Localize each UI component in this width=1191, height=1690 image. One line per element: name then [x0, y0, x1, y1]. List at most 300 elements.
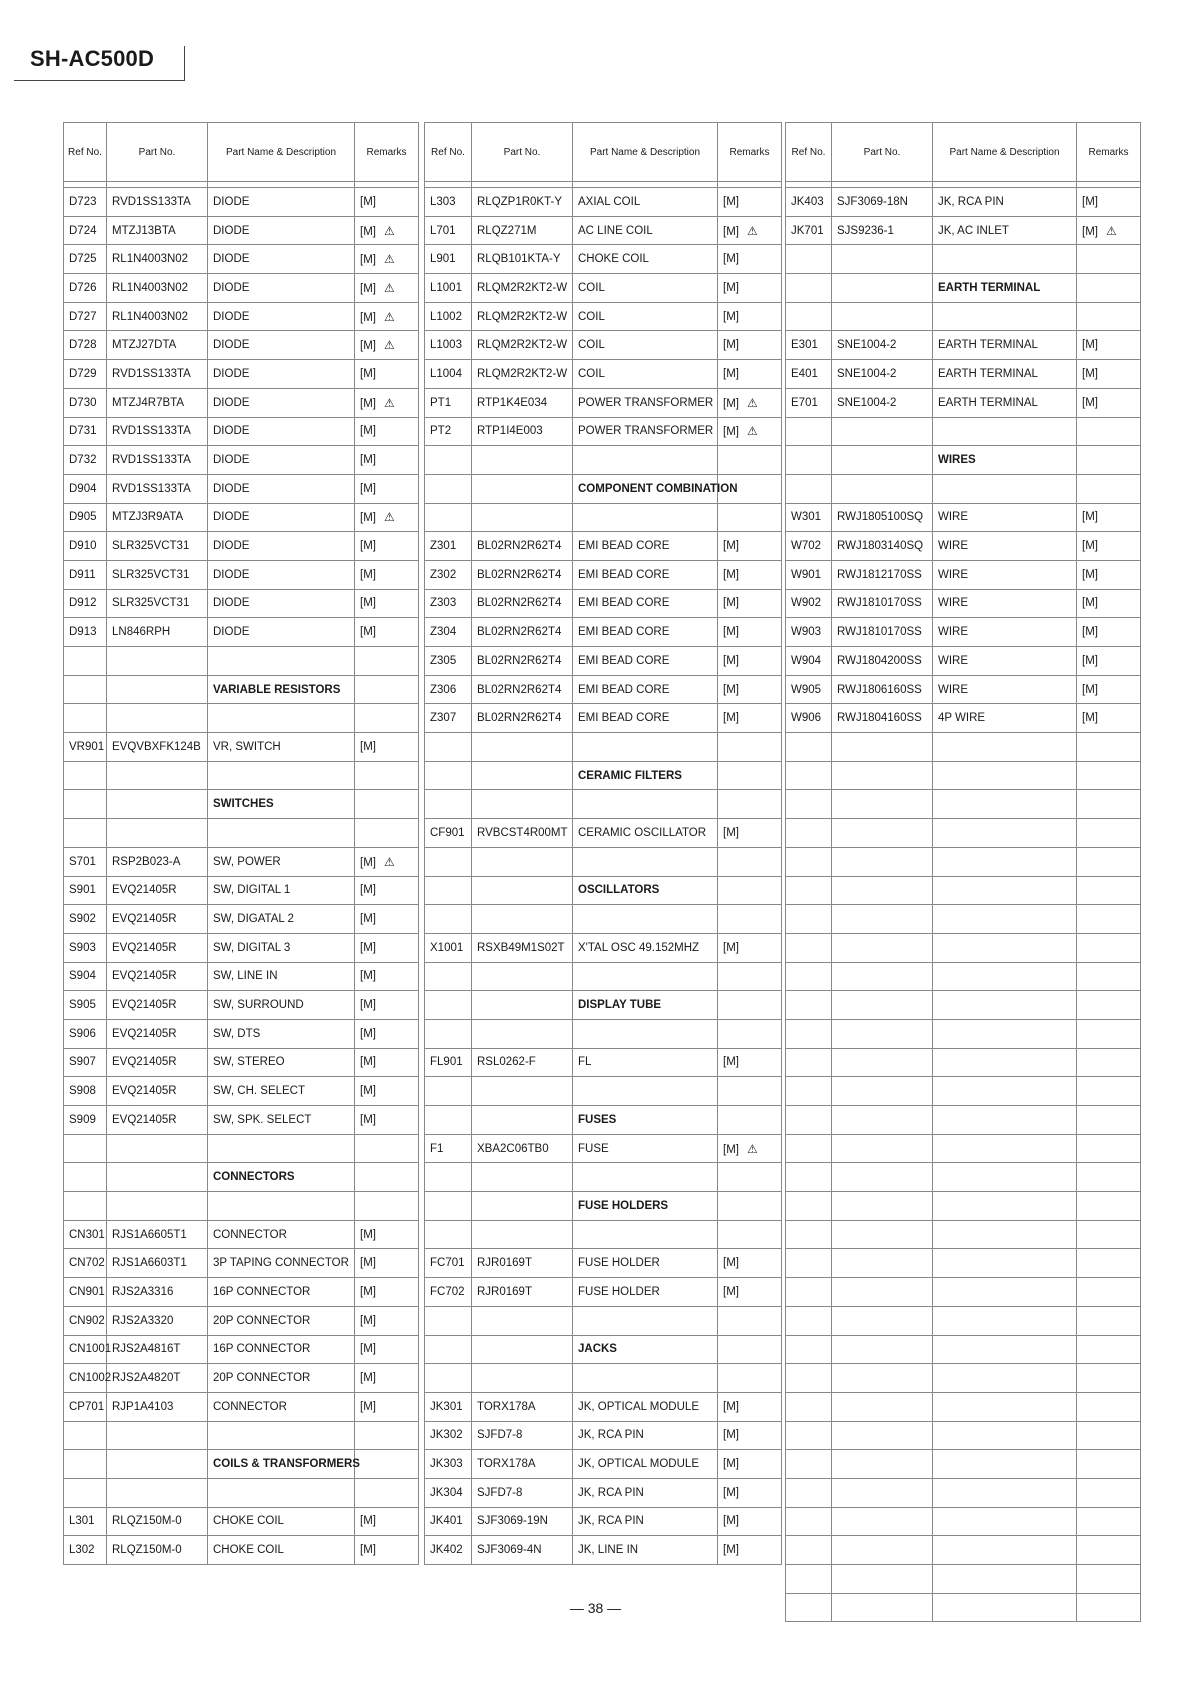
part-cell: EVQ21405R	[107, 1019, 208, 1048]
ref-cell: D724	[64, 216, 107, 245]
ref-cell	[425, 847, 472, 876]
ref-cell: D731	[64, 417, 107, 446]
table-row	[786, 1478, 1141, 1507]
part-cell	[472, 1019, 573, 1048]
description-cell: DIODE	[208, 589, 355, 618]
part-cell	[472, 1364, 573, 1393]
remarks-cell	[718, 790, 782, 819]
ref-cell	[425, 503, 472, 532]
ref-cell	[64, 790, 107, 819]
ref-cell: CN1002	[64, 1364, 107, 1393]
ref-cell: L303	[425, 188, 472, 217]
ref-cell	[786, 446, 832, 475]
table-row	[425, 446, 782, 475]
description-cell: JK, RCA PIN	[573, 1507, 718, 1536]
description-cell: JK, RCA PIN	[573, 1421, 718, 1450]
col-ref-header: Ref No.	[786, 123, 832, 182]
remarks-text: [M]	[360, 1228, 376, 1241]
remarks-cell	[355, 589, 419, 618]
table-row	[425, 1421, 782, 1450]
description-cell: WIRE	[933, 532, 1077, 561]
remarks-cell	[718, 761, 782, 790]
remarks-text: [M]	[360, 597, 376, 610]
ref-cell	[786, 761, 832, 790]
description-cell: POWER TRANSFORMER	[573, 417, 718, 446]
remarks-text: [M]	[360, 740, 376, 753]
remarks-cell	[1077, 360, 1141, 389]
remarks-cell	[718, 1134, 782, 1163]
table-row	[786, 360, 1141, 389]
remarks-text: [M]	[1082, 654, 1098, 667]
part-cell: MTZJ27DTA	[107, 331, 208, 360]
part-cell	[832, 1163, 933, 1192]
remarks-cell	[355, 216, 419, 245]
ref-cell	[786, 1392, 832, 1421]
remarks-text: [M]	[360, 568, 376, 581]
part-cell: SJFD7-8	[472, 1421, 573, 1450]
part-cell	[107, 1134, 208, 1163]
table-row	[64, 647, 419, 676]
remarks-text: [M]	[360, 311, 376, 324]
remarks-text: [M]	[360, 225, 376, 238]
remarks-cell	[1077, 962, 1141, 991]
description-cell: EMI BEAD CORE	[573, 532, 718, 561]
ref-cell	[786, 1306, 832, 1335]
description-cell: WIRE	[933, 618, 1077, 647]
description-cell: CHOKE COIL	[208, 1536, 355, 1565]
remarks-text: [M]	[1082, 511, 1098, 524]
remarks-cell	[1077, 933, 1141, 962]
remarks-cell	[718, 1421, 782, 1450]
description-cell: WIRE	[933, 503, 1077, 532]
ref-cell: L301	[64, 1507, 107, 1536]
description-cell	[573, 847, 718, 876]
remarks-text: [M]	[1082, 195, 1098, 208]
ref-cell: F1	[425, 1134, 472, 1163]
description-cell	[573, 905, 718, 934]
remarks-cell	[355, 245, 419, 274]
description-cell	[573, 1220, 718, 1249]
description-cell	[933, 733, 1077, 762]
remarks-cell	[1077, 331, 1141, 360]
table-row	[425, 417, 782, 446]
table-row	[64, 761, 419, 790]
table-row	[425, 1478, 782, 1507]
table-row	[425, 360, 782, 389]
description-cell: CONNECTOR	[208, 1220, 355, 1249]
remarks-text: [M]	[723, 1056, 739, 1069]
ref-cell	[786, 876, 832, 905]
ref-cell	[786, 1249, 832, 1278]
remarks-cell	[355, 761, 419, 790]
remarks-text: [M]	[723, 310, 739, 323]
table-row	[425, 962, 782, 991]
ref-cell: PT1	[425, 388, 472, 417]
ref-cell: L901	[425, 245, 472, 274]
remarks-cell	[1077, 532, 1141, 561]
table-row	[64, 560, 419, 589]
ref-cell	[425, 1306, 472, 1335]
remarks-text: [M]	[360, 1314, 376, 1327]
description-cell: COIL	[573, 302, 718, 331]
description-cell: AC LINE COIL	[573, 216, 718, 245]
table-row	[425, 1392, 782, 1421]
table-row	[64, 1019, 419, 1048]
col-name-header: Part Name & Description	[573, 123, 718, 182]
description-cell: JK, RCA PIN	[933, 188, 1077, 217]
remarks-cell	[718, 847, 782, 876]
ref-cell: W906	[786, 704, 832, 733]
table-row	[64, 446, 419, 475]
remarks-cell	[1077, 503, 1141, 532]
part-cell	[832, 1249, 933, 1278]
part-cell: RLQZ271M	[472, 216, 573, 245]
ref-cell: L302	[64, 1536, 107, 1565]
description-cell: JK, RCA PIN	[573, 1478, 718, 1507]
remarks-text: [M]	[723, 1257, 739, 1270]
description-cell: DIODE	[208, 302, 355, 331]
table-row	[64, 1077, 419, 1106]
remarks-cell	[355, 1249, 419, 1278]
part-cell: RWJ1803140SQ	[832, 532, 933, 561]
ref-cell	[64, 819, 107, 848]
table-row	[425, 245, 782, 274]
remarks-text: [M]	[360, 1285, 376, 1298]
remarks-cell	[1077, 417, 1141, 446]
description-cell: EARTH TERMINAL	[933, 331, 1077, 360]
table-row	[786, 962, 1141, 991]
remarks-text: [M]	[360, 856, 376, 869]
part-cell: RVD1SS133TA	[107, 417, 208, 446]
ref-cell	[425, 1077, 472, 1106]
part-cell: RLQM2R2KT2-W	[472, 331, 573, 360]
part-cell: TORX178A	[472, 1450, 573, 1479]
ref-cell	[786, 1106, 832, 1135]
ref-cell: S909	[64, 1106, 107, 1135]
remarks-cell	[355, 847, 419, 876]
table-row	[786, 704, 1141, 733]
table-row	[64, 1507, 419, 1536]
table-row	[64, 245, 419, 274]
remarks-cell	[1077, 905, 1141, 934]
remarks-text: [M]	[360, 512, 376, 525]
part-cell: RVD1SS133TA	[107, 474, 208, 503]
description-cell	[933, 1450, 1077, 1479]
description-cell: DIODE	[208, 245, 355, 274]
description-cell: SW, DIGITAL 1	[208, 876, 355, 905]
remarks-cell	[718, 618, 782, 647]
remarks-text: [M]	[360, 999, 376, 1012]
ref-cell: JK403	[786, 188, 832, 217]
ref-cell: L1001	[425, 274, 472, 303]
section-header: VARIABLE RESISTORS	[208, 675, 355, 704]
part-cell	[107, 819, 208, 848]
remarks-cell	[355, 905, 419, 934]
warning-triangle-icon: ⚠	[383, 280, 395, 295]
description-cell: EARTH TERMINAL	[933, 360, 1077, 389]
part-cell	[832, 1134, 933, 1163]
ref-cell: W702	[786, 532, 832, 561]
warning-triangle-icon: ⚠	[746, 395, 758, 410]
part-cell: BL02RN2R62T4	[472, 704, 573, 733]
part-cell: RJS1A6605T1	[107, 1220, 208, 1249]
table-row	[64, 1335, 419, 1364]
ref-cell	[64, 761, 107, 790]
description-cell: CHOKE COIL	[573, 245, 718, 274]
table-row	[64, 274, 419, 303]
remarks-cell	[718, 417, 782, 446]
remarks-text: [M]	[360, 1056, 376, 1069]
ref-cell: D905	[64, 503, 107, 532]
col-part-header: Part No.	[107, 123, 208, 182]
remarks-text: [M]	[723, 1285, 739, 1298]
part-cell: RWJ1805100SQ	[832, 503, 933, 532]
remarks-cell	[718, 560, 782, 589]
part-cell	[107, 1421, 208, 1450]
remarks-cell	[355, 360, 419, 389]
ref-cell	[425, 1106, 472, 1135]
part-cell	[472, 876, 573, 905]
description-cell	[933, 1478, 1077, 1507]
description-cell	[933, 302, 1077, 331]
table-row	[786, 417, 1141, 446]
description-cell: 3P TAPING CONNECTOR	[208, 1249, 355, 1278]
table-row	[64, 532, 419, 561]
part-cell: EVQ21405R	[107, 905, 208, 934]
table-row	[64, 1106, 419, 1135]
description-cell: JK, OPTICAL MODULE	[573, 1392, 718, 1421]
remarks-cell	[718, 876, 782, 905]
remarks-cell	[1077, 1192, 1141, 1221]
remarks-text: [M]	[360, 367, 376, 380]
part-cell	[107, 675, 208, 704]
ref-cell	[786, 1536, 832, 1565]
table-row	[786, 560, 1141, 589]
ref-cell: E701	[786, 388, 832, 417]
description-cell: SW, POWER	[208, 847, 355, 876]
remarks-text: [M]	[723, 1515, 739, 1528]
part-cell	[107, 1163, 208, 1192]
part-cell: RSXB49M1S02T	[472, 933, 573, 962]
part-cell	[107, 647, 208, 676]
ref-cell	[425, 905, 472, 934]
remarks-cell	[718, 675, 782, 704]
description-cell: FUSE	[573, 1134, 718, 1163]
part-cell	[832, 790, 933, 819]
part-cell: RTP1K4E034	[472, 388, 573, 417]
description-cell	[208, 761, 355, 790]
table-row	[425, 1192, 782, 1221]
ref-cell	[425, 1335, 472, 1364]
table-row	[425, 1450, 782, 1479]
section-header: DISPLAY TUBE	[573, 991, 718, 1020]
table-row	[425, 331, 782, 360]
description-cell: 20P CONNECTOR	[208, 1306, 355, 1335]
table-row	[425, 790, 782, 819]
section-header: FUSES	[573, 1106, 718, 1135]
warning-triangle-icon: ⚠	[1105, 223, 1117, 238]
model-title: SH-AC500D	[30, 46, 155, 71]
part-cell	[832, 876, 933, 905]
remarks-text: [M]	[360, 1027, 376, 1040]
ref-cell	[786, 1192, 832, 1221]
table-row	[786, 647, 1141, 676]
table-row	[786, 1335, 1141, 1364]
table-row	[64, 733, 419, 762]
remarks-text: [M]	[723, 568, 739, 581]
table-row	[64, 847, 419, 876]
ref-cell	[425, 1163, 472, 1192]
part-cell	[107, 761, 208, 790]
ref-cell	[786, 1421, 832, 1450]
table-row	[64, 905, 419, 934]
description-cell: SW, DTS	[208, 1019, 355, 1048]
ref-cell: D726	[64, 274, 107, 303]
description-cell	[208, 704, 355, 733]
ref-cell: D725	[64, 245, 107, 274]
title-divider	[184, 46, 185, 80]
part-cell: EVQ21405R	[107, 1106, 208, 1135]
section-header: OSCILLATORS	[573, 876, 718, 905]
part-cell: SNE1004-2	[832, 388, 933, 417]
table-row	[786, 675, 1141, 704]
ref-cell	[786, 1478, 832, 1507]
warning-triangle-icon: ⚠	[383, 223, 395, 238]
description-cell: EMI BEAD CORE	[573, 560, 718, 589]
table-row	[786, 503, 1141, 532]
table-row	[425, 1335, 782, 1364]
part-cell	[472, 1335, 573, 1364]
ref-cell	[64, 675, 107, 704]
ref-cell	[786, 474, 832, 503]
ref-cell	[64, 1134, 107, 1163]
table-row	[64, 589, 419, 618]
remarks-cell	[355, 188, 419, 217]
ref-cell: L1004	[425, 360, 472, 389]
table-row	[425, 733, 782, 762]
table-row	[64, 704, 419, 733]
part-cell: MTZJ3R9ATA	[107, 503, 208, 532]
part-cell: SJF3069-4N	[472, 1536, 573, 1565]
part-cell	[472, 1306, 573, 1335]
description-cell: EARTH TERMINAL	[933, 388, 1077, 417]
ref-cell: JK301	[425, 1392, 472, 1421]
table-row	[64, 991, 419, 1020]
remarks-cell	[718, 1220, 782, 1249]
description-cell: POWER TRANSFORMER	[573, 388, 718, 417]
part-cell: TORX178A	[472, 1392, 573, 1421]
description-cell: EMI BEAD CORE	[573, 704, 718, 733]
description-cell: SW, CH. SELECT	[208, 1077, 355, 1106]
part-cell: EVQ21405R	[107, 962, 208, 991]
ref-cell	[425, 474, 472, 503]
part-cell	[472, 1220, 573, 1249]
part-cell: RSP2B023-A	[107, 847, 208, 876]
description-cell	[208, 1478, 355, 1507]
ref-cell: CF901	[425, 819, 472, 848]
table-row	[425, 1048, 782, 1077]
ref-cell	[64, 704, 107, 733]
remarks-cell	[355, 302, 419, 331]
ref-cell	[786, 962, 832, 991]
remarks-cell	[355, 962, 419, 991]
table-row	[64, 1421, 419, 1450]
table-row	[786, 1536, 1141, 1565]
description-cell	[933, 1192, 1077, 1221]
part-cell	[832, 991, 933, 1020]
part-cell: BL02RN2R62T4	[472, 675, 573, 704]
ref-cell	[786, 274, 832, 303]
description-cell	[208, 1421, 355, 1450]
table-row	[786, 1249, 1141, 1278]
part-cell: EVQ21405R	[107, 1048, 208, 1077]
ref-cell: Z307	[425, 704, 472, 733]
ref-cell: S905	[64, 991, 107, 1020]
part-cell: BL02RN2R62T4	[472, 618, 573, 647]
remarks-text: [M]	[1082, 568, 1098, 581]
remarks-text: [M]	[1082, 712, 1098, 725]
ref-cell	[786, 1278, 832, 1307]
remarks-cell	[1077, 245, 1141, 274]
table-row	[786, 1163, 1141, 1192]
section-header: CERAMIC FILTERS	[573, 761, 718, 790]
remarks-text: [M]	[1082, 683, 1098, 696]
ref-cell	[64, 1192, 107, 1221]
table-row	[786, 905, 1141, 934]
remarks-cell	[355, 618, 419, 647]
part-cell	[472, 1163, 573, 1192]
remarks-text: [M]	[723, 1429, 739, 1442]
description-cell	[933, 790, 1077, 819]
description-cell: EMI BEAD CORE	[573, 647, 718, 676]
description-cell	[933, 1220, 1077, 1249]
remarks-text: [M]	[723, 597, 739, 610]
part-cell	[472, 733, 573, 762]
ref-cell	[786, 1335, 832, 1364]
parts-table-1	[63, 122, 419, 1565]
remarks-text: [M]	[360, 282, 376, 295]
table-row	[425, 1306, 782, 1335]
ref-cell: JK303	[425, 1450, 472, 1479]
table-row	[64, 474, 419, 503]
remarks-text: [M]	[360, 626, 376, 639]
description-cell: CHOKE COIL	[208, 1507, 355, 1536]
description-cell	[573, 1163, 718, 1192]
remarks-cell	[718, 933, 782, 962]
remarks-text: [M]	[360, 1515, 376, 1528]
description-cell: FL	[573, 1048, 718, 1077]
col-name-header: Part Name & Description	[208, 123, 355, 182]
ref-cell	[786, 302, 832, 331]
part-cell: BL02RN2R62T4	[472, 560, 573, 589]
remarks-cell	[1077, 761, 1141, 790]
remarks-cell	[718, 819, 782, 848]
table-row	[425, 532, 782, 561]
table-row	[425, 1220, 782, 1249]
remarks-cell	[718, 188, 782, 217]
remarks-cell	[1077, 388, 1141, 417]
ref-cell	[425, 790, 472, 819]
part-cell: RJS2A4816T	[107, 1335, 208, 1364]
section-header: SWITCHES	[208, 790, 355, 819]
description-cell	[573, 1019, 718, 1048]
remarks-text: [M]	[723, 1400, 739, 1413]
remarks-cell	[718, 991, 782, 1020]
part-cell: SJF3069-18N	[832, 188, 933, 217]
part-cell	[832, 302, 933, 331]
table-row	[64, 1192, 419, 1221]
table-row	[786, 188, 1141, 217]
